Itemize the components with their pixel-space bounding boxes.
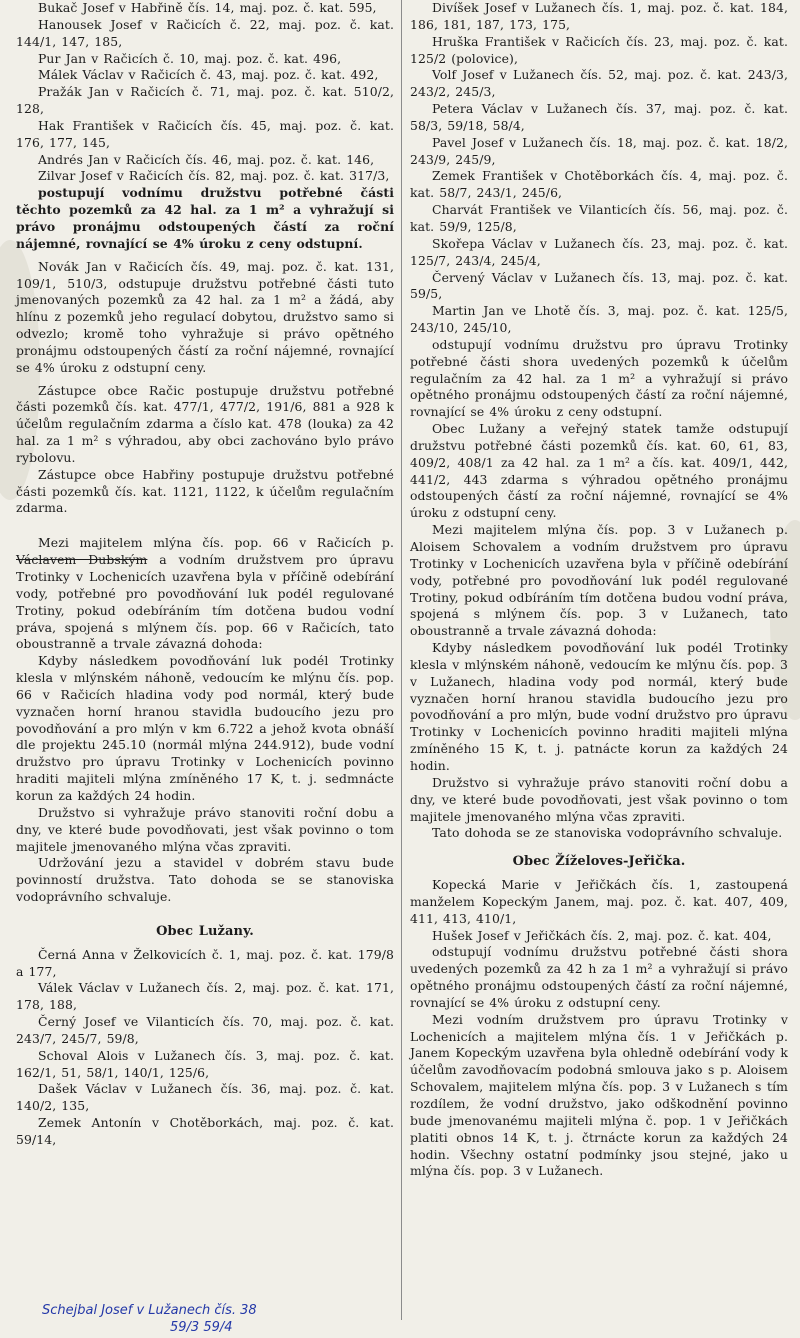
luzany-paragraph: Obec Lužany a veřejný statek tamže odstupují družstvu potřebné části pozemků čís. kat. 60, 61, 83, 409/2, 408/1 za 42 hal. za 1 m² a čís. kat. 409/1, 442, 441/2, 443 zdarma s výhradou opětného pronájmu odstoupených částí za roční nájemné, rovnající se 4% úroku z odstupní ceny.	[410, 421, 788, 521]
owner-entry: Volf Josef v Lužanech čís. 52, maj. poz. č. kat. 243/3, 243/2, 245/3,	[410, 67, 788, 100]
right-column	[410, 0, 788, 1180]
owner-entry: Málek Václav v Račicích č. 43, maj. poz. č. kat. 492,	[38, 67, 379, 83]
mill-agreement-paragraph	[16, 535, 394, 653]
left-column	[16, 0, 394, 1149]
struck-name: Václavem Dubským	[16, 552, 148, 568]
owner-entry: Hruška František v Račicích čís. 23, maj. poz. č. kat. 125/2 (polovice),	[410, 33, 788, 66]
cession-clause: odstupují vodnímu družstvu pro úpravu Trotinky potřebné části shora uvedených pozemků k účelům regulačním za 42 hal. za 1 m² a vyhražují si právo opětného pronájmu odstoupených částí za roční nájemné, rovnající se 4% úroku z ceny odstupní.	[410, 336, 788, 420]
handwritten-line: Schejbal Josef v Lužanech čís. 38	[42, 1303, 257, 1318]
schedule-paragraph: Družstvo si vyhražuje právo stanoviti roční dobu a dny, ve které bude povodňovati, jest však povinno o tom majitele jmenovaného mlýna včas zpraviti.	[410, 774, 788, 824]
owner-entry: Martin Jan ve Lhotě čís. 3, maj. poz. č. kat. 125/5, 243/10, 245/10,	[410, 303, 788, 336]
owner-entry: Hušek Josef v Jeřičkách čís. 2, maj. poz. č. kat. 404,	[432, 927, 772, 943]
cession-clause: postupují vodnímu družstvu potřebné části těchto pozemků za 42 hal. za 1 m² a vyhražují si právo pronájmu odstoupených částí za roční nájemné, rovnající se 4% úroku z ceny odstupní.	[16, 185, 394, 251]
novak-paragraph: Novák Jan v Račicích čís. 49, maj. poz. č. kat. 131, 109/1, 510/3, odstupuje družstvu potřebné části tuto jmenovaných pozemků za 42 hal. za 1 m² a žádá, aby hlínu z pozemků jeho regulací dobytou, družstvo samo si odvezlo; kromě toho vyhražuje si právo opětného pronájmu odstoupených částí za roční nájemné, rovnající se 4% úroku z odstupní ceny.	[16, 258, 394, 375]
jericka-mill-paragraph: Mezi vodním družstvem pro úpravu Trotinky v Lochenicích a majitelem mlýna čís. 1 v Jeřičkách p. Janem Kopeckým uzavřena byla ohledně odebírání vody k účelům zavodňovacím podobná smlouva jako s p. Aloisem Schovalem, majitelem mlýna čís. pop. 3 v Lužanech s tím rozdílem, že vodní družstvo, jako odškodnění povinno bude jmenovanému majiteli mlýna č. pop. 1 v Jeřičkách platiti obnos 14 K, t. j. čtrnácte korun za každých 24 hodin. Všechny ostatní podmínky jsou stejné, jako u mlýna čís. pop. 3 v Lužanech.	[410, 1011, 788, 1179]
owner-entry: Kopecká Marie v Jeřičkách čís. 1, zastoupená manželem Kopeckým Janem, maj. poz. č. kat. 407, 409, 411, 413, 410/1,	[410, 877, 788, 926]
owner-entry: Charvát František ve Vilanticích čís. 56, maj. poz. č. kat. 59/9, 125/8,	[410, 202, 788, 234]
mill-flood-paragraph: Kdyby následkem povodňování luk podél Trotinky klesla v mlýnském náhoně, vedoucím ke mlýnu čís. pop. 66 v Račicích hladina vody pod normál, který bude vyznačen horní hranou stavidla budoucího jezu pro povodňování a pro mlýn v km 6.722 a jehož kvota obnáší dle projektu 245.10 (normál mlýna 244.912), bude vodní družstvo pro úpravu Trotinky v Lochenicích povinno hraditi majiteli mlýna zmíněného 17 K, t. j. sedmnácte korun za každých 24 hodin.	[16, 653, 394, 803]
mill-agreement-text: Mezi majitelem mlýna čís. pop. 66 v Račicích p.	[38, 535, 394, 551]
owner-entry: Černý Josef ve Vilanticích čís. 70, maj. poz. č. kat. 243/7, 245/7, 59/8,	[16, 1014, 394, 1046]
section-heading: Obec Žíželoves-Jeřička.	[512, 854, 686, 870]
owner-entry: Zilvar Josef v Račicích čís. 82, maj. poz. č. kat. 317/3,	[38, 168, 390, 184]
mill-agreement-text-cont: a vodním družstvem pro úpravu Trotinky v Lochenicích uzavřena byla v příčině odebírání vody, potřebné pro povodňování luk podél regulované Trotiny, pokud odebíráním tím dotčena budou vodní práva, spojená s mlýnem čís. pop. 66 v Račicích, tato oboustranně a trvale závazná dohoda:	[16, 552, 394, 652]
mill-agreement-paragraph: Mezi majitelem mlýna čís. pop. 3 v Lužanech p. Aloisem Schovalem a vodním družstvem pro úpravu Trotinky v Lochenicích uzavřena byla v příčině odebírání vody, potřebné pro povodňování luk podél regulované Trotiny, pokud odbíráním tím dotčena budou vodní práva, spojená s mlýnem čís. pop. 3 v Lužanech, tato oboustranně a trvale závazná dohoda:	[410, 522, 788, 639]
owner-entry: Červený Václav v Lužanech čís. 13, maj. poz. č. kat. 59/5,	[410, 269, 788, 302]
column-divider	[401, 0, 402, 1320]
owner-entry: Schoval Alois v Lužanech čís. 3, maj. poz. č. kat. 162/1, 51, 58/1, 140/1, 125/6,	[16, 1047, 394, 1080]
maintenance-paragraph: Udržování jezu a stavidel v dobrém stavu bude povinností družstva. Tato dohoda se se stanoviska vodoprávního schvaluje.	[16, 855, 394, 905]
section-heading: Obec Lužany.	[156, 923, 254, 939]
racice-paragraph: Zástupce obce Račic postupuje družstvu potřebné části pozemků čís. kat. 477/1, 477/2, 191/6, 881 a 928 k účelům regulačním zdarma a číslo kat. 478 (louka) za 42 hal. za 1 m² s výhradou, aby obci zachováno bylo právo rybolovu.	[16, 382, 394, 465]
mill-flood-paragraph: Kdyby následkem povodňování luk podél Trotinky klesla v mlýnském náhoně, vedoucím ke mlýnu čís. pop. 3 v Lužanech, hladina vody pod normál, který bude vyznačen horní hranou stavidla budoucího jezu pro povodňování a pro mlýn, bude vodní družstvo pro úpravu Trotinky v Lochenicích povinno hraditi majiteli mlýna zmíněného 15 K, t. j. patnácte korun za každých 24 hodin.	[410, 640, 788, 773]
owner-entry: Skořepa Václav v Lužanech čís. 23, maj. poz. č. kat. 125/7, 243/4, 245/4,	[410, 235, 788, 268]
approval-paragraph: Tato dohoda se ze stanoviska vodoprávního schvaluje.	[432, 825, 783, 841]
handwritten-note	[42, 1302, 372, 1336]
owner-entry: Válek Václav v Lužanech čís. 2, maj. poz. č. kat. 171, 178, 188,	[16, 980, 394, 1013]
owner-entry: Hak František v Račicích čís. 45, maj. poz. č. kat. 176, 177, 145,	[16, 117, 394, 150]
owner-entry: Černá Anna v Želkovicích č. 1, maj. poz. č. kat. 179/8 a 177,	[16, 946, 394, 979]
cession-clause: odstupují vodnímu družstvu potřebné části shora uvedených pozemků za 42 h za 1 m² a vyhražují si právo opětného pronájmu odstoupených částí za roční nájemné, rovnající se 4% úroku z odstupní ceny.	[410, 944, 788, 1010]
handwritten-line: 59/3 59/4	[170, 1320, 233, 1335]
owner-entry: Petera Václav v Lužanech čís. 37, maj. poz. č. kat. 58/3, 59/18, 58/4,	[410, 101, 788, 133]
owner-entry: Hanousek Josef v Račicích č. 22, maj. poz. č. kat. 144/1, 147, 185,	[16, 16, 394, 49]
owner-entry: Pražák Jan v Račicích č. 71, maj. poz. č. kat. 510/2, 128,	[16, 84, 394, 117]
habrina-paragraph: Zástupce obce Habřiny postupuje družstvu potřebné části pozemků čís. kat. 1121, 1122, k účelům regulačním zdarma.	[16, 466, 394, 516]
owner-entry: Pavel Josef v Lužanech čís. 18, maj. poz. č. kat. 18/2, 243/9, 245/9,	[410, 134, 788, 167]
owner-entry: Bukač Josef v Habřině čís. 14, maj. poz. č. kat. 595,	[38, 0, 377, 15]
owner-entry: Dašek Václav v Lužanech čís. 36, maj. poz. č. kat. 140/2, 135,	[16, 1081, 394, 1114]
owner-entry: Pur Jan v Račicích č. 10, maj. poz. č. kat. 496,	[38, 50, 342, 66]
schedule-paragraph: Družstvo si vyhražuje právo stanoviti roční dobu a dny, ve které bude povodňovati, jest však povinno o tom majitele jmenovaného mlýna včas zpraviti.	[16, 804, 394, 854]
owner-entry: Zemek Antonín v Chotěborkách, maj. poz. č. kat. 59/14,	[16, 1115, 394, 1147]
owner-entry: Divíšek Josef v Lužanech čís. 1, maj. poz. č. kat. 184, 186, 181, 187, 173, 175,	[410, 0, 788, 32]
owner-entry: Zemek František v Chotěborkách čís. 4, maj. poz. č. kat. 58/7, 243/1, 245/6,	[410, 168, 788, 201]
owner-entry: Andrés Jan v Račicích čís. 46, maj. poz. č. kat. 146,	[38, 151, 375, 167]
